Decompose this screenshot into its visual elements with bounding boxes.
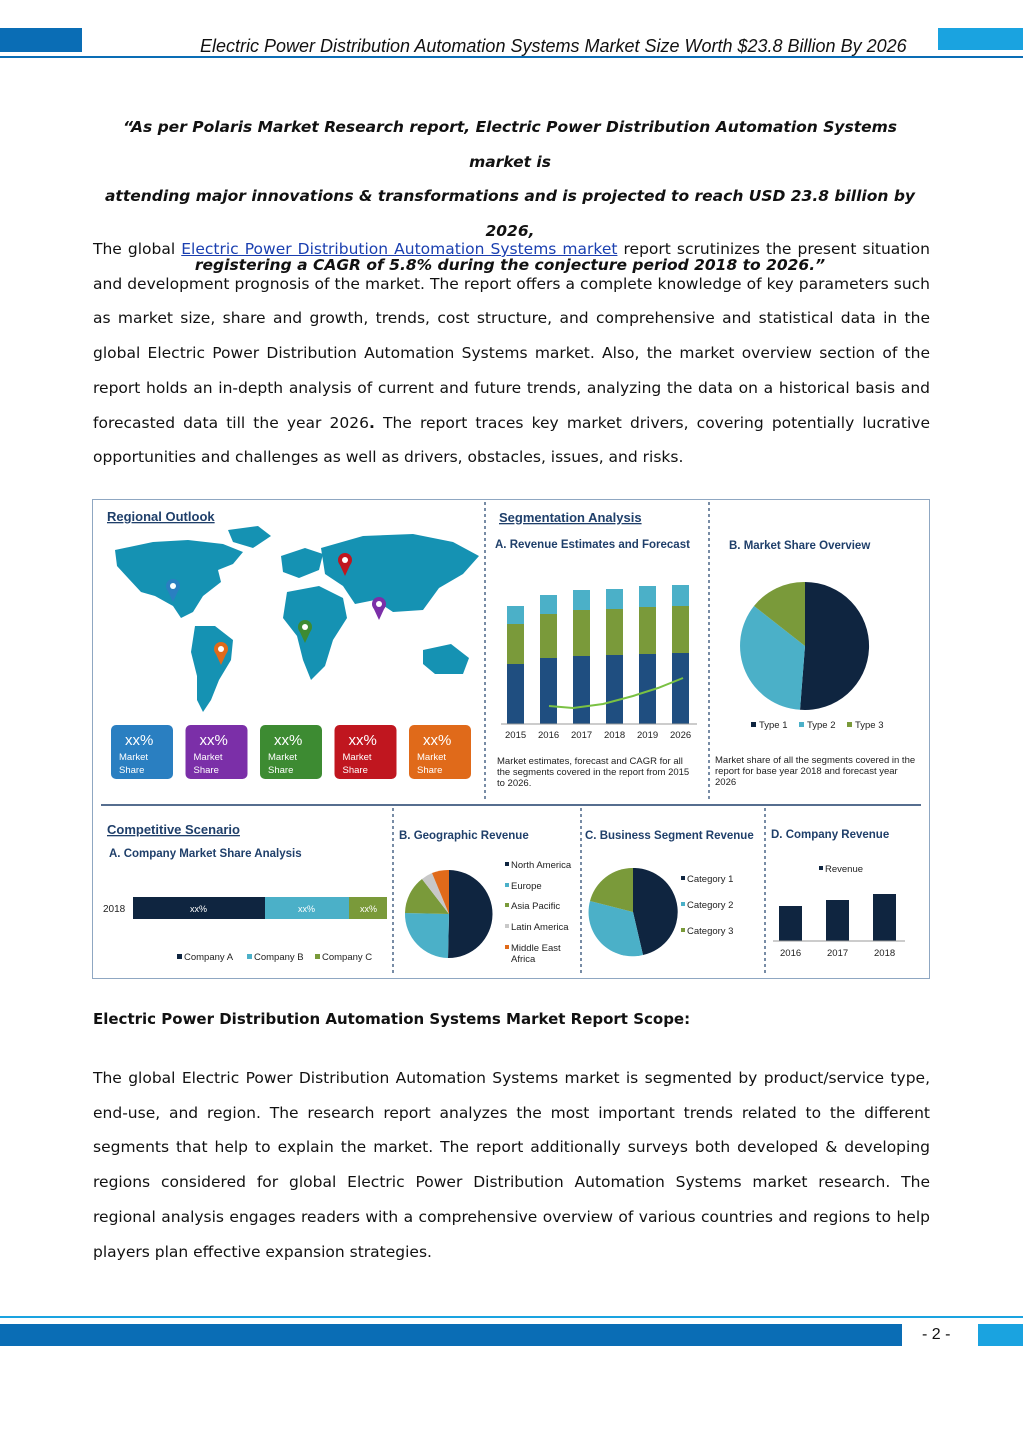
market-share-tile	[111, 725, 173, 779]
footer-accent-right	[978, 1324, 1023, 1346]
tile-label: Market	[342, 752, 372, 763]
share-note-line: 2026	[715, 777, 737, 788]
revenue-bar-segment-type-3	[507, 606, 524, 624]
intro-tail: The report traces key market drivers, covering potentially lucrative opportunities and challenges as well as drivers, obstacles, issues, and risks.	[93, 413, 930, 467]
legend-swatch	[847, 722, 852, 727]
company-c-value: xx%	[360, 904, 378, 914]
revenue-bar-segment-type-2	[573, 610, 590, 656]
legend-type-3: Type 3	[855, 720, 884, 731]
quote-line: “As per Polaris Market Research report, Electric Power Distribution Automation Systems market is	[122, 118, 898, 171]
revenue-bar-segment-type-2	[639, 607, 656, 654]
map-south-america	[191, 626, 233, 712]
page-number: - 2 -	[922, 1326, 951, 1343]
tile-label: Market	[268, 752, 298, 763]
legend-swatch	[505, 924, 509, 928]
infographic-canvas	[93, 500, 929, 978]
legend-swatch	[505, 883, 509, 887]
company-revenue-year: 2016	[780, 948, 802, 959]
scope-paragraph: The global Electric Power Distribution Automation Systems market is segmented by product/service type, end-use, and region. The research report analyzes the most important trends related to the different segments that help to explain the market. The report additionally surveys both developed & developing regions considered for global Electric Power Distribution Automation Systems market research. The regional analysis engages readers with a comprehensive overview of various countries and regions to help players plan effective expansion strategies.	[93, 1069, 930, 1261]
map-north-america	[115, 540, 243, 618]
map-europe	[281, 548, 323, 578]
share-note-line: report for base year 2018 and forecast year	[715, 766, 898, 777]
legend-swatch	[751, 722, 756, 727]
legend-swatch	[799, 722, 804, 727]
legend-latin-america: Latin America	[511, 922, 569, 933]
legend-swatch	[177, 954, 182, 959]
intro-bold-period: .	[369, 413, 375, 432]
revenue-year-label: 2017	[571, 730, 593, 741]
revenue-year-label: 2018	[604, 730, 626, 741]
tile-value: xx%	[274, 732, 303, 749]
tile-label: Share	[417, 765, 443, 776]
legend-swatch	[505, 862, 509, 866]
legend-category-3: Category 3	[687, 926, 734, 937]
company-b-value: xx%	[298, 904, 316, 914]
intro-prefix: The global	[93, 240, 182, 258]
revenue-note-line: Market estimates, forecast and CAGR for all	[497, 756, 683, 767]
scope-heading: Electric Power Distribution Automation Systems Market Report Scope:	[93, 1010, 691, 1028]
footer-rule	[0, 1316, 1023, 1318]
revenue-bar-segment-type-2	[540, 614, 557, 658]
tile-label: Share	[342, 765, 368, 776]
footer-accent-left	[0, 1324, 902, 1346]
legend-africa: Africa	[511, 954, 536, 965]
header-title: Electric Power Distribution Automation Systems Market Size Worth $23.8 Billion By 2026	[200, 36, 907, 56]
share-note-line: Market share of all the segments covered in the	[715, 755, 916, 766]
company-share-year: 2018	[103, 904, 126, 915]
regional-outlook-title: Regional Outlook	[107, 509, 215, 524]
revenue-bar-segment-type-3	[573, 590, 590, 610]
map-greenland	[228, 526, 271, 548]
market-infographic	[92, 499, 930, 979]
legend-swatch	[819, 866, 823, 870]
revenue-bar-segment-type-1	[507, 664, 524, 724]
revenue-bar-segment-type-2	[672, 606, 689, 653]
revenue-year-label: 2016	[538, 730, 560, 741]
market-share-tile	[186, 725, 248, 779]
tile-label: Market	[119, 752, 149, 763]
legend-swatch	[681, 876, 685, 880]
pie-slice-europe	[405, 913, 449, 958]
geographic-legend	[505, 860, 572, 965]
tile-value: xx%	[199, 732, 228, 749]
revenue-bar-segment-type-3	[606, 589, 623, 609]
company-revenue-year: 2018	[874, 948, 896, 959]
tile-value: xx%	[423, 732, 452, 749]
legend-swatch	[315, 954, 320, 959]
revenue-bar-segment-type-1	[540, 658, 557, 724]
header-accent-left	[0, 28, 82, 52]
revenue-year-label: 2015	[505, 730, 527, 741]
legend-revenue: Revenue	[825, 864, 864, 875]
tile-label: Share	[193, 765, 219, 776]
tile-label: Market	[193, 752, 223, 763]
business-segment-title: C. Business Segment Revenue	[585, 830, 754, 842]
legend-type-1: Type 1	[759, 720, 788, 731]
market-report-link[interactable]: Electric Power Distribution Automation Systems market	[181, 240, 618, 258]
market-share-pie	[740, 582, 869, 710]
legend-swatch	[681, 902, 685, 906]
revenue-bar-segment-type-1	[606, 655, 623, 724]
revenue-bar-segment-type-3	[540, 595, 557, 614]
legend-europe: Europe	[511, 881, 542, 892]
header-rule	[0, 56, 1023, 58]
competitive-title: Competitive Scenario	[107, 822, 240, 837]
geographic-title: B. Geographic Revenue	[399, 830, 529, 842]
revenue-forecast-subtitle: A. Revenue Estimates and Forecast	[495, 539, 690, 551]
revenue-note-line: the segments covered in the report from 2015	[497, 767, 690, 778]
legend-swatch	[505, 945, 509, 949]
market-share-tile	[335, 725, 397, 779]
header-accent-right	[938, 28, 1023, 50]
revenue-bar-segment-type-3	[672, 585, 689, 606]
tile-label: Share	[119, 765, 145, 776]
legend-swatch	[247, 954, 252, 959]
market-share-legend	[751, 720, 884, 731]
revenue-bar-segment-type-1	[573, 656, 590, 724]
revenue-bar-segment-type-3	[639, 586, 656, 607]
revenue-year-label: 2019	[637, 730, 659, 741]
revenue-bar-segment-type-2	[507, 624, 524, 664]
revenue-bar-segment-type-2	[606, 609, 623, 655]
intro-paragraph	[93, 232, 930, 475]
company-revenue-bar	[779, 906, 802, 941]
pie-slice-type-1	[800, 582, 869, 710]
legend-category-2: Category 2	[687, 900, 734, 911]
map-pin-icon	[372, 597, 386, 620]
tile-value: xx%	[125, 732, 154, 749]
market-share-tile	[409, 725, 471, 779]
legend-company-c: Company C	[322, 952, 373, 963]
legend-swatch	[505, 903, 509, 907]
revenue-year-labels	[505, 730, 691, 741]
company-a-value: xx%	[190, 904, 208, 914]
quote-line: registering a CAGR of 5.8% during the conjecture period 2018 to 2026.”	[194, 256, 826, 274]
pie-slice-north-america	[448, 870, 493, 958]
revenue-stacked-bars	[507, 585, 689, 724]
legend-type-2: Type 2	[807, 720, 836, 731]
company-share-subtitle: A. Company Market Share Analysis	[109, 848, 302, 860]
revenue-year-label: 2026	[670, 730, 692, 741]
tile-value: xx%	[348, 732, 377, 749]
revenue-note-line: to 2026.	[497, 778, 532, 789]
market-share-tiles	[111, 725, 471, 779]
business-segment-pie	[589, 868, 678, 956]
company-revenue-bar	[826, 900, 849, 941]
tile-label: Share	[268, 765, 294, 776]
legend-swatch	[681, 928, 685, 932]
map-africa	[283, 586, 347, 680]
business-segment-legend	[681, 874, 733, 937]
market-share-tile	[260, 725, 322, 779]
segmentation-title: Segmentation Analysis	[499, 510, 642, 525]
market-share-subtitle: B. Market Share Overview	[729, 540, 871, 552]
legend-asia-pacific: Asia Pacific	[511, 901, 561, 912]
company-revenue-bar	[873, 894, 896, 941]
tile-label: Market	[417, 752, 447, 763]
map-australia	[423, 644, 469, 674]
legend-company-b: Company B	[254, 952, 304, 963]
legend-north-america: North America	[511, 860, 572, 871]
company-revenue-year: 2017	[827, 948, 849, 959]
revenue-bar-segment-type-1	[672, 653, 689, 724]
company-revenue-title: D. Company Revenue	[771, 829, 890, 841]
legend-category-1: Category 1	[687, 874, 734, 885]
intro-body: report scrutinizes the present situation and development prognosis of the market. The report offers a complete knowledge of key parameters such as market size, share and growth, trends, cost structure, and comprehensive and statistical data in the global Electric Power Distribution Automation Systems market. Also, the market overview section of the report holds an in-depth analysis of current and future trends, analyzing the data on a historical basis and forecasted data till the year 2026	[93, 240, 930, 432]
quote-line: attending major innovations & transformations and is projected to reach USD 23.8 billion by 2026,	[104, 187, 916, 240]
geographic-pie	[405, 870, 493, 958]
world-map	[115, 526, 479, 712]
legend-middle-east: Middle East	[511, 943, 561, 954]
legend-company-a: Company A	[184, 952, 234, 963]
